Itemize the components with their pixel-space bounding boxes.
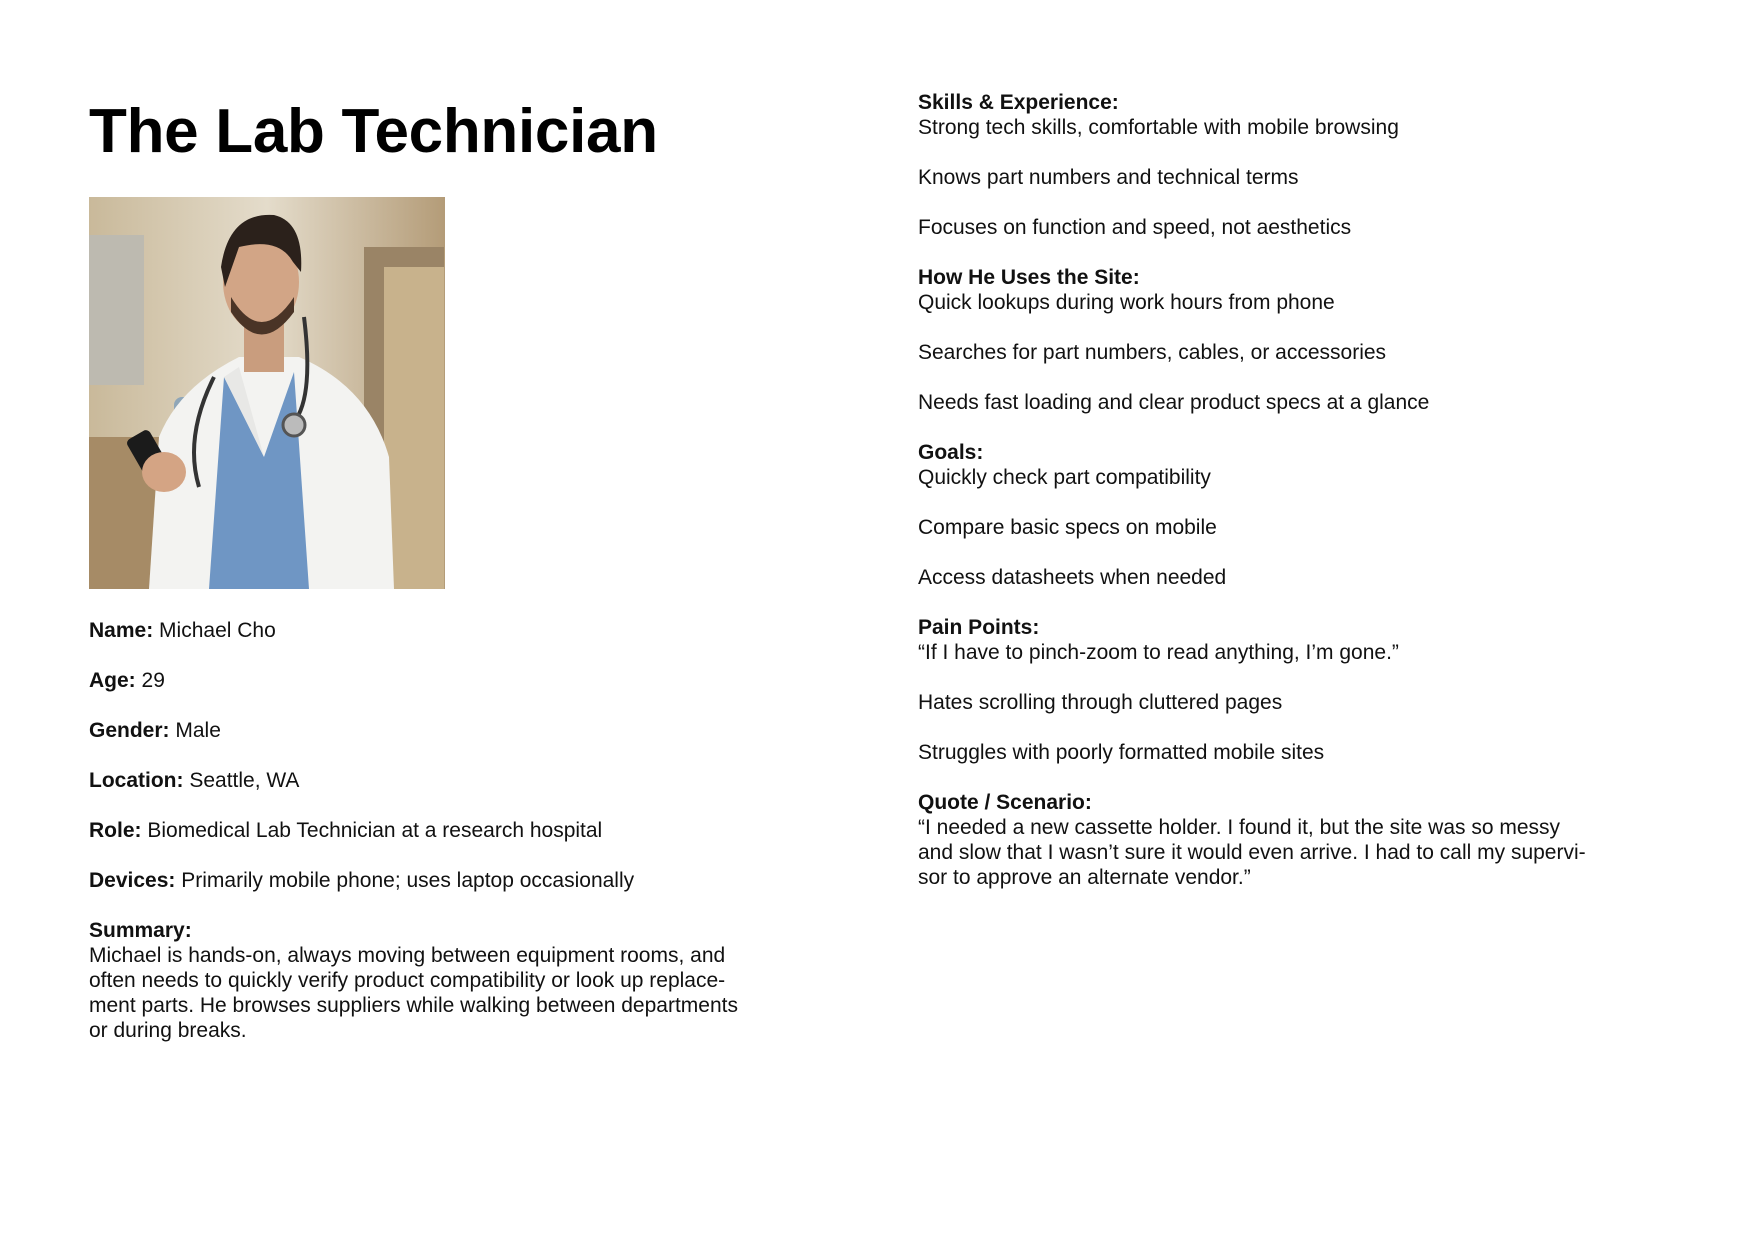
summary — [89, 918, 829, 1043]
section-item: Needs fast loading and clear product specs at a glance — [918, 391, 1430, 414]
section-label: How He Uses the Site: — [918, 266, 1140, 289]
quote-line: sor to approve an alternate vendor.” — [918, 866, 1251, 889]
section-item: Compare basic specs on mobile — [918, 516, 1217, 539]
section-goals — [918, 440, 1708, 590]
section-item: Access datasheets when needed — [918, 566, 1227, 589]
section-label: Goals: — [918, 441, 984, 464]
profile-role: Role: Biomedical Lab Technician at a research hospital — [89, 819, 603, 842]
summary-label: Summary: — [89, 919, 192, 942]
section-label: Pain Points: — [918, 616, 1040, 639]
section-item: Struggles with poorly formatted mobile sites — [918, 741, 1325, 764]
section-label: Quote / Scenario: — [918, 791, 1092, 814]
summary-line: Michael is hands-on, always moving between equipment rooms, and — [89, 944, 726, 967]
profile-name: Name: Michael Cho — [89, 619, 276, 642]
section-item: Knows part numbers and technical terms — [918, 166, 1299, 189]
summary-line: often needs to quickly verify product compatibility or look up replace- — [89, 969, 726, 992]
details-column — [918, 90, 1708, 915]
profile-devices: Devices: Primarily mobile phone; uses laptop occasionally — [89, 869, 635, 892]
section-quote — [918, 790, 1708, 890]
section-item: Quick lookups during work hours from phone — [918, 291, 1335, 314]
profile-age: Age: 29 — [89, 669, 165, 692]
section-item: Hates scrolling through cluttered pages — [918, 691, 1283, 714]
section-usage — [918, 265, 1708, 415]
section-pain-points — [918, 615, 1708, 765]
section-item: Searches for part numbers, cables, or accessories — [918, 341, 1387, 364]
profile-column — [89, 618, 829, 1068]
quote-line: and slow that I wasn’t sure it would even arrive. I had to call my supervi- — [918, 841, 1586, 864]
section-label: Skills & Experience: — [918, 91, 1119, 114]
summary-line: or during breaks. — [89, 1019, 247, 1042]
section-item: Quickly check part compatibility — [918, 466, 1211, 489]
section-item: “If I have to pinch-zoom to read anything, I’m gone.” — [918, 641, 1399, 664]
profile-gender: Gender: Male — [89, 719, 221, 742]
section-item: Strong tech skills, comfortable with mobile browsing — [918, 116, 1399, 139]
quote-line: “I needed a new cassette holder. I found it, but the site was so messy — [918, 816, 1561, 839]
page-title: The Lab Technician — [89, 97, 658, 166]
summary-line: ment parts. He browses suppliers while walking between departments — [89, 994, 738, 1017]
section-item: Focuses on function and speed, not aesthetics — [918, 216, 1352, 239]
section-skills — [918, 90, 1708, 240]
persona-photo — [89, 197, 445, 589]
profile-location: Location: Seattle, WA — [89, 769, 300, 792]
